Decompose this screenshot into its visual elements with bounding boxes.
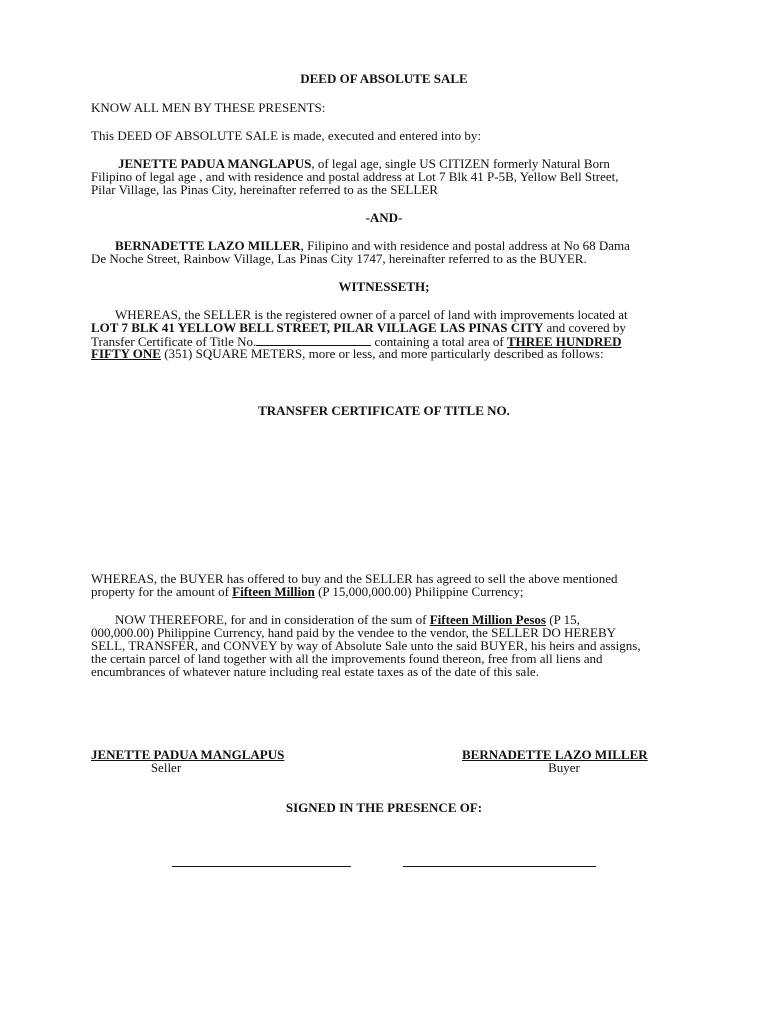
tct-heading: TRANSFER CERTIFICATE OF TITLE NO.	[258, 403, 510, 418]
consideration-amount: Fifteen Million Pesos	[429, 612, 546, 627]
know-all-line: KNOW ALL MEN BY THESE PRESENTS:	[91, 100, 326, 115]
area-in-words: THREE HUNDRED	[506, 334, 622, 349]
amount-in-words: Fifteen Million	[232, 584, 315, 599]
title-number-blank	[256, 334, 371, 346]
witness-signature-line-2	[403, 866, 596, 867]
buyer-name: BERNADETTE LAZO MILLER	[115, 238, 301, 253]
seller-role: Seller	[150, 760, 182, 775]
seller-signature-name: JENETTE PADUA MANGLAPUS	[91, 747, 285, 762]
and-separator: -AND-	[365, 210, 403, 225]
buyer-role: Buyer	[548, 760, 580, 775]
witness-signature-line-1	[172, 866, 351, 867]
witnesseth-heading: WITNESSETH;	[338, 279, 430, 294]
buyer-signature-name: BERNADETTE LAZO MILLER	[462, 747, 648, 762]
document-title: DEED OF ABSOLUTE SALE	[300, 71, 468, 86]
property-location: LOT 7 BLK 41 YELLOW BELL STREET, PILAR VILLAGE LAS PINAS CITY	[91, 320, 544, 335]
intro-line: This DEED OF ABSOLUTE SALE is made, executed and entered into by:	[91, 128, 481, 143]
seller-name: JENETTE PADUA MANGLAPUS	[118, 156, 312, 171]
document-page: DEED OF ABSOLUTE SALE KNOW ALL MEN BY THESE PRESENTS: This DEED OF ABSOLUTE SALE is made, executed and entered into by: JENETTE PADUA MANGLAPUS, of legal age, single US CITIZEN formerly Natural Born Filipino of legal age , and with residence and postal address at Lot 7 Blk 41 P-5B, Yellow Bell Street, Pilar Village, las Pinas City, hereinafter referred to as the SELLER -AND- BERNADETTE LAZO MILLER, Filipino and with residence and postal address at No 68 Dama De Noche Street, Rainbow Village, Las Pinas City 1747, hereinafter referred to as the BUYER. WITNESSETH; WHEREAS, the SELLER is the registered owner of a parcel of land with improvements located at LOT 7 BLK 41 YELLOW BELL STREET, PILAR VILLAGE LAS PINAS CITY and covered by Transfer Certificate of Title No. containing a total area of THREE HUNDRED FIFTY ONE (351) SQUARE METERS, more or less, and more particularly described as follows: TRANSFER CERTIFICATE OF TITLE NO. WHEREAS, the BUYER has offered to buy and the SELLER has agreed to sell the above mentioned property for the amount of Fifteen Million (P 15,000,000.00) Philippine Currency; NOW THEREFORE, for and in consideration of the sum of Fifteen Million Pesos (P 15, 000,000.00) Philippine Currency, hand paid by the vendee to the vendor, the SELLER DO HEREBY SELL, TRANSFER, and CONVEY by way of Absolute Sale unto the said BUYER, his heirs and assigns, the certain parcel of land together with all the improvements found thereon, free from all liens and encumbrances of whatever nature including real estate taxes as of the date of this sale. JENETTE PADUA MANGLAPUS Seller BERNADETTE LAZO MILLER Buyer SIGNED IN THE PRESENCE OF:	[0, 0, 768, 1024]
presence-heading: SIGNED IN THE PRESENCE OF:	[285, 800, 483, 815]
